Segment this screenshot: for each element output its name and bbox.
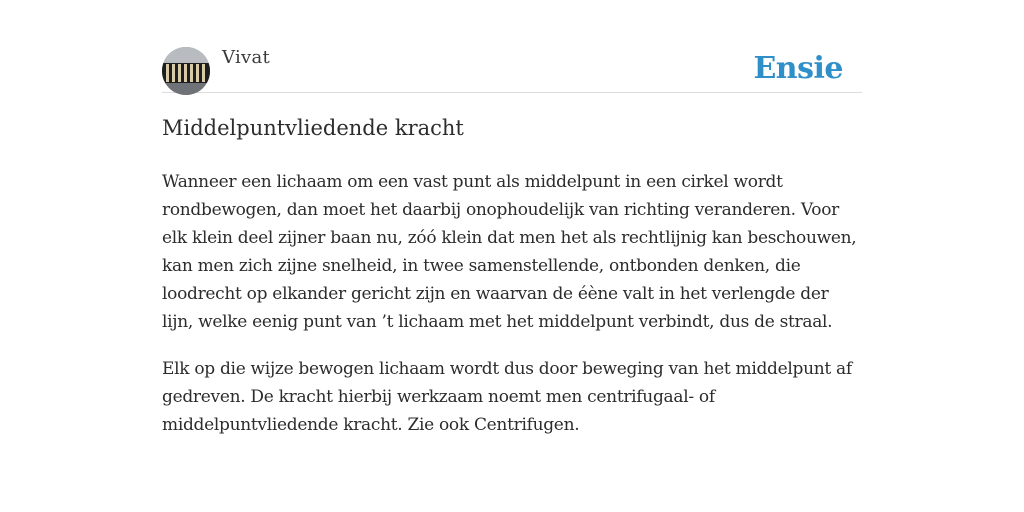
avatar[interactable] (162, 47, 210, 95)
article-paragraph: Wanneer een lichaam om een vast punt als middelpunt in een cirkel wordt rondbewogen, dan moet het daarbij onophoudelijk van richting veranderen. Voor elk klein deel zijner baan nu, zóó klein dat men het als rechtlijnig kan beschouwen, kan men zich zijne snelheid, in twee samenstellende, ontbonden denken, die loodrecht op elkander gericht zijn en waarvan de éène valt in het verlengde der lijn, welke eenig punt van ’t lichaam met het middelpunt verbindt, dus de straal. (162, 172, 857, 332)
article-title: Middelpuntvliedende kracht (162, 116, 464, 140)
article-body (162, 168, 862, 458)
header (162, 46, 862, 93)
author-name[interactable]: Vivat (222, 47, 271, 68)
brand-logo[interactable]: Ensie (753, 51, 843, 86)
article-paragraph: Elk op die wijze bewogen lichaam wordt dus door beweging van het middelpunt af gedreven. De kracht hierbij werkzaam noemt men centrifugaal- of middelpuntvliedende kracht. Zie ook Centrifugen. (162, 359, 852, 435)
avatar-image (162, 47, 210, 95)
